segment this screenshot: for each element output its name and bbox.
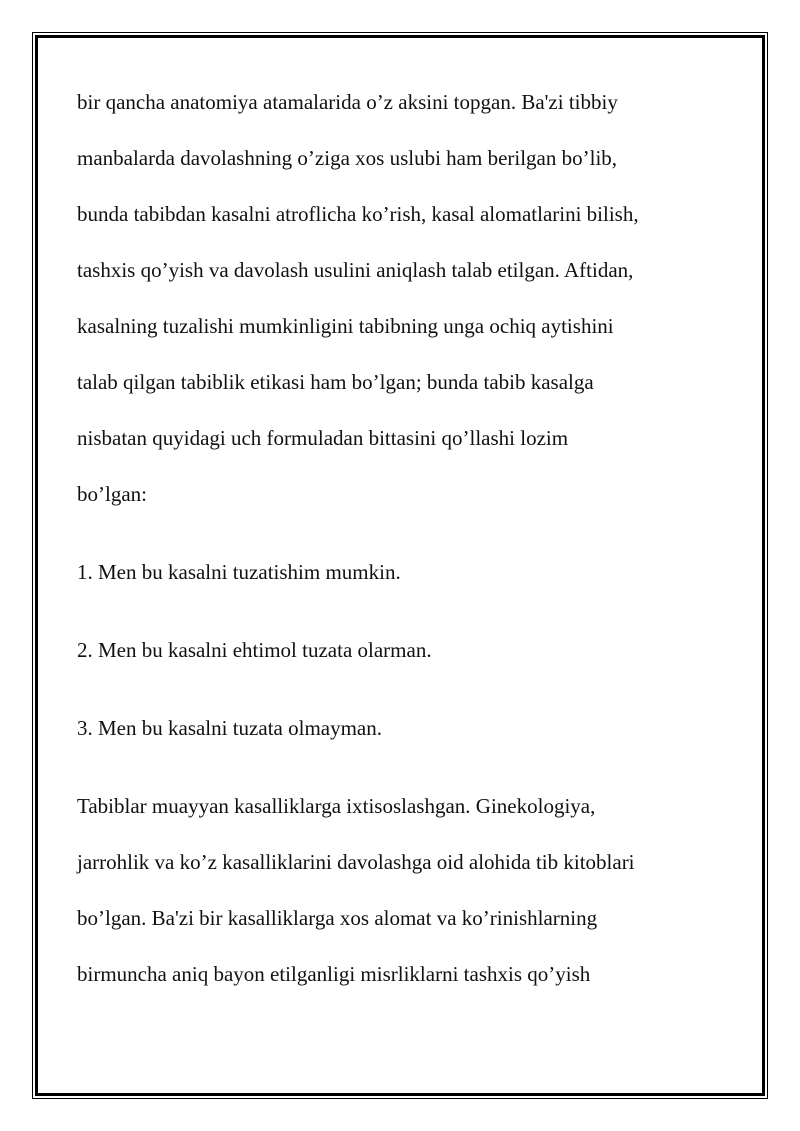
list-item-1: 1. Men bu kasalni tuzatishim mumkin. — [77, 560, 401, 584]
paragraph-line: bo’lgan. Ba'zi bir kasalliklarga xos alomat va ko’rinishlarning — [77, 906, 598, 930]
paragraph-line: manbalarda davolashning o’ziga xos uslubi ham berilgan bo’lib, — [77, 146, 618, 170]
paragraph-line: kasalning tuzalishi mumkinligini tabibning unga ochiq aytishini — [77, 314, 614, 338]
paragraph-line: birmuncha aniq bayon etilganligi misrliklarni tashxis qo’yish — [77, 962, 591, 986]
list-item-2: 2. Men bu kasalni ehtimol tuzata olarman. — [77, 638, 432, 662]
paragraph-line: nisbatan quyidagi uch formuladan bittasini qo’llashi lozim — [77, 426, 569, 450]
paragraph-line: bir qancha anatomiya atamalarida o’z aksini topgan. Ba'zi tibbiy — [77, 90, 618, 114]
document-body — [77, 74, 737, 1002]
spacer — [77, 522, 737, 544]
list-item-3: 3. Men bu kasalni tuzata olmayman. — [77, 716, 383, 740]
paragraph-line: tashxis qo’yish va davolash usulini aniqlash talab etilgan. Aftidan, — [77, 258, 634, 282]
paragraph-line: talab qilgan tabiblik etikasi ham bo’lgan; bunda tabib kasalga — [77, 370, 594, 394]
paragraph-line: Tabiblar muayyan kasalliklarga ixtisoslashgan. Ginekologiya, — [77, 794, 596, 818]
paragraph-2 — [77, 778, 737, 1002]
paragraph-line: bo’lgan: — [77, 482, 147, 506]
paragraph-1 — [77, 74, 737, 522]
paragraph-line: jarrohlik va ko’z kasalliklarini davolashga oid alohida tib kitoblari — [77, 850, 635, 874]
paragraph-line: bunda tabibdan kasalni atroflicha ko’rish, kasal alomatlarini bilish, — [77, 202, 639, 226]
